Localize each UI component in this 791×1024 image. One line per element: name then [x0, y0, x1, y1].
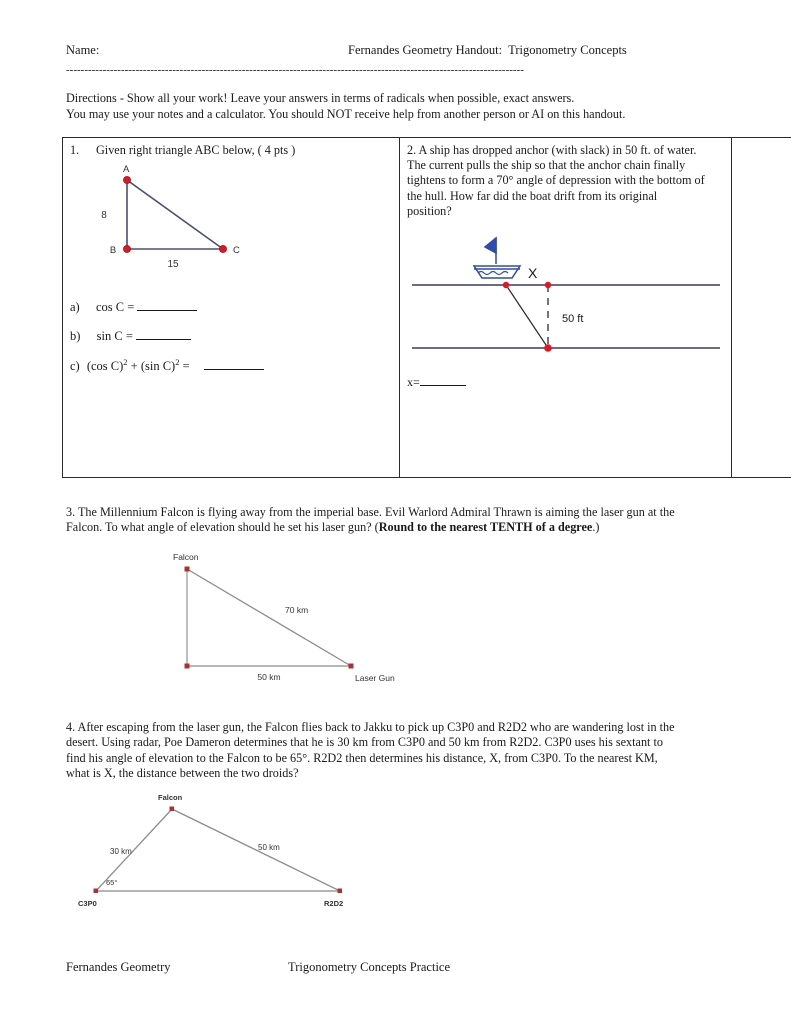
problem-4-line-4: what is X, the distance between the two droids?	[66, 766, 299, 781]
part-b-answer-blank[interactable]	[136, 328, 191, 340]
part-c-expr-pre: (cos C)	[86, 359, 124, 374]
problem-1-number: 1.	[70, 143, 80, 157]
leg-bc-length-label: 15	[167, 259, 179, 270]
original-position-point	[545, 282, 551, 288]
part-c-expr-mid: + (sin C)	[127, 359, 176, 374]
problem-4-figure	[72, 790, 372, 910]
problem-4-falcon-point	[170, 807, 175, 812]
problem-3-emphasis: Round to the nearest TENTH of a degree	[378, 520, 593, 535]
problem-2-answer-label: x=	[407, 375, 420, 389]
base-length-label: 50 km	[257, 672, 281, 682]
part-c-answer-blank[interactable]	[204, 358, 264, 370]
vertex-a-point	[123, 176, 130, 183]
segment-ac	[127, 180, 223, 249]
falcon-point	[185, 567, 190, 572]
problem-3-line-2-post: .)	[592, 520, 600, 535]
problem-4-r2d2-label: R2D2	[324, 899, 344, 908]
footer-right-text: Trigonometry Concepts Practice	[288, 960, 451, 974]
sailboat-icon	[474, 238, 520, 278]
problem-2-prompt	[407, 143, 727, 219]
problem-1-part-a	[70, 299, 197, 315]
problem-2-answer-row	[407, 374, 466, 390]
problem-2-line-4: the hull. How far did the boat drift from its original	[407, 188, 658, 203]
problem-4-falcon-label: Falcon	[158, 793, 183, 802]
vertex-c-label: C	[233, 245, 240, 256]
table-cell-empty	[731, 138, 791, 477]
page-footer	[66, 960, 726, 978]
problem-4-c3p0-label: C3P0	[78, 899, 97, 908]
table-cell-problem-2	[399, 138, 731, 477]
problem-3-line-1: 3. The Millennium Falcon is flying away from the imperial base. Evil Warlord Admiral Thrawn is aiming the laser gun at the	[66, 505, 675, 519]
part-a-label: a)	[70, 300, 80, 314]
problem-4-right-side-label: 50 km	[258, 843, 280, 852]
segment-falcon-r2d2	[172, 809, 340, 891]
part-c-label: c)	[70, 359, 80, 374]
depth-label: 50 ft	[562, 313, 584, 325]
part-c-sup-1: 2	[123, 357, 128, 367]
footer-left-text: Fernandes Geometry	[66, 960, 171, 974]
part-a-expression: cos C =	[95, 300, 135, 314]
questions-table	[62, 137, 791, 478]
anchor-point	[544, 344, 552, 352]
problem-2-line-5: position?	[407, 203, 452, 218]
problem-2-answer-blank[interactable]	[420, 374, 466, 386]
problem-1-prompt-text: Given right triangle ABC below, ( 4 pts )	[96, 143, 296, 157]
drifted-ship-point	[503, 282, 509, 288]
part-c-expr-post: =	[179, 359, 190, 374]
hypotenuse-length-label: 70 km	[285, 605, 309, 615]
problem-4-left-side-label: 30 km	[110, 847, 132, 856]
part-b-label: b)	[70, 329, 81, 343]
problem-3-hypotenuse	[187, 569, 351, 666]
problem-1-prompt	[70, 143, 388, 158]
problem-4-line-2: desert. Using radar, Poe Dameron determines that he is 30 km from C3P0 and 50 km from R2D2. C3P0 uses his sextant to	[66, 735, 663, 750]
base-corner-point	[185, 664, 190, 669]
problem-1-part-c	[70, 357, 264, 374]
problem-2-figure	[408, 230, 728, 360]
problem-2-line-3: tightens to form a 70° angle of depression with the bottom of	[407, 173, 705, 188]
part-a-answer-blank[interactable]	[137, 299, 197, 311]
problem-1-figure	[83, 162, 263, 277]
part-b-expression: sin C =	[96, 329, 133, 343]
handout-title: Fernandes Geometry Handout: Trigonometry Concepts	[348, 43, 627, 57]
problem-1-part-b	[70, 328, 191, 344]
falcon-label: Falcon	[173, 552, 199, 562]
problem-3-line-2	[66, 520, 738, 535]
vertex-b-point	[123, 245, 130, 252]
problem-4-text	[66, 720, 738, 782]
problem-4-angle-label: 65°	[106, 878, 118, 887]
problem-3-text	[66, 505, 738, 536]
vertex-c-point	[219, 245, 226, 252]
vertex-a-label: A	[123, 164, 130, 175]
leg-ab-length-label: 8	[101, 210, 107, 221]
laser-gun-point	[349, 664, 354, 669]
ship-x-label: X	[528, 265, 538, 281]
problem-2-line-1: 2. A ship has dropped anchor (with slack) in 50 ft. of water.	[407, 143, 697, 157]
problem-3-figure	[165, 548, 445, 683]
header-divider: -----------------------------------------------------------------------------------------------------------------------------	[66, 64, 524, 76]
problem-3-line-2-pre: Falcon. To what angle of elevation should he set his laser gun? (	[66, 520, 379, 535]
table-cell-problem-1	[63, 138, 399, 477]
name-label: Name:	[66, 43, 100, 57]
problem-4-line-1: 4. After escaping from the laser gun, the Falcon flies back to Jakku to pick up C3P0 and R2D2 who are wandering lost in the	[66, 720, 675, 734]
vertex-b-label: B	[109, 245, 117, 256]
page-header	[66, 43, 726, 63]
problem-2-line-2: The current pulls the ship so that the anchor chain finally	[407, 158, 686, 173]
directions-line-1: Directions - Show all your work! Leave your answers in terms of radicals when possible, exact answers.	[66, 91, 575, 105]
directions-line-2: You may use your notes and a calculator. You should NOT receive help from another person or AI on this handout.	[66, 106, 626, 121]
anchor-chain-line	[506, 285, 548, 348]
part-c-sup-2: 2	[175, 357, 180, 367]
problem-4-c3p0-point	[94, 889, 99, 894]
problem-4-line-3: find his angle of elevation to the Falcon to be 65°. R2D2 then determines his distance, X, from C3P0. To the nearest KM,	[66, 750, 658, 765]
problem-4-r2d2-point	[338, 889, 343, 894]
directions-block	[66, 91, 746, 122]
laser-gun-label: Laser Gun	[355, 673, 395, 683]
